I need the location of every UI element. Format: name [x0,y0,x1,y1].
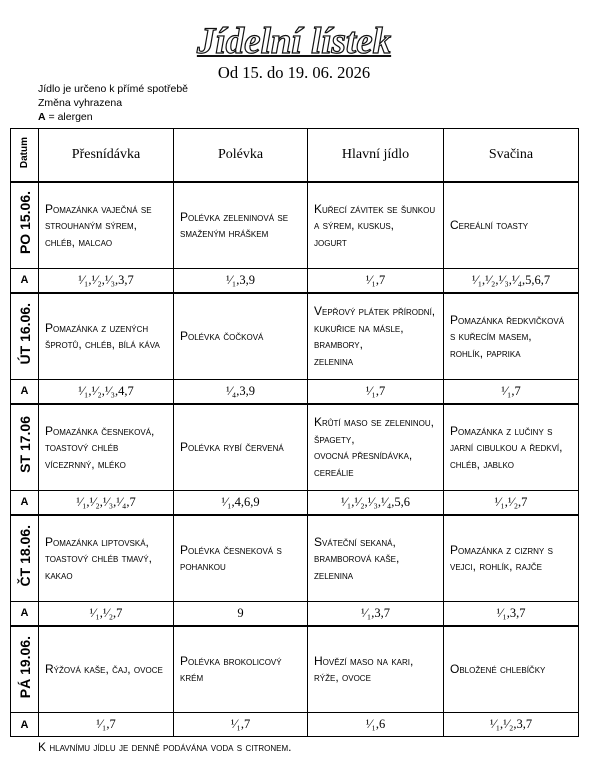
column-header-main-course: Hlavní jídlo [308,129,444,182]
main-course-cell [308,404,444,491]
allergens-soup: ¹⁄₁,3,9 [174,269,308,293]
soup-cell [174,182,308,269]
allergens-morning-snack: ¹⁄₁,7 [39,713,174,737]
meal-text: Pomazánka ředkvičková s kuřecím masem, rohlík, paprika [450,312,565,360]
column-header-afternoon-snack: Svačina [444,129,579,182]
date-label: ČT 18.06. [16,525,33,587]
day-row-mon [11,182,579,269]
allergen-row-fri [11,713,579,737]
allergen-label: A [11,713,39,737]
meal-text: Pomazánka z uzených šprotů, chléb, bílá káva [45,320,160,352]
allergen-label: A [11,380,39,404]
allergens-main-course: ¹⁄₁,6 [308,713,444,737]
meal-text: Sváteční sekaná, bramborová kaše, zelenina [314,534,400,582]
allergens-soup: ¹⁄₁,7 [174,713,308,737]
date-cell [11,404,39,491]
day-row-thu [11,515,579,602]
header-row [11,129,579,182]
date-cell [11,182,39,269]
allergens-main-course: ¹⁄₁,7 [308,380,444,404]
date-header-cell [11,129,39,182]
allergens-morning-snack: ¹⁄₁,¹⁄₂,¹⁄₃,3,7 [39,269,174,293]
meal-text: Cereální toasty [450,218,529,232]
allergens-morning-snack: ¹⁄₁,¹⁄₂,7 [39,602,174,626]
main-course-cell [308,515,444,602]
allergen-label: A [11,269,39,293]
afternoon-snack-cell [444,626,579,713]
date-label: ÚT 16.06. [16,303,33,365]
afternoon-snack-cell [444,515,579,602]
allergens-main-course: ¹⁄₁,¹⁄₂,¹⁄₃,¹⁄₄,5,6 [308,491,444,515]
date-label: PÁ 19.06. [16,635,33,698]
meal-text: Polévka česneková s pohankou [180,542,282,574]
allergen-label: A [11,491,39,515]
soup-cell [174,404,308,491]
notes-block [38,82,188,124]
allergen-label: A [11,602,39,626]
allergen-row-tue [11,380,579,404]
main-course-cell [308,182,444,269]
morning-snack-cell [39,182,174,269]
meal-text: Pomazánka liptovská, toastový chléb tmavý, kakao [45,534,152,582]
column-header-morning-snack: Přesnídávka [39,129,174,182]
afternoon-snack-cell [444,182,579,269]
date-label: PO 15.06. [16,191,33,255]
meal-text: Rýžová kaše, čaj, ovoce [45,662,163,676]
allergens-soup: ¹⁄₄,3,9 [174,380,308,404]
allergens-morning-snack: ¹⁄₁,¹⁄₂,¹⁄₃,¹⁄₄,7 [39,491,174,515]
date-cell [11,515,39,602]
morning-snack-cell [39,515,174,602]
date-cell [11,293,39,380]
day-row-wed [11,404,579,491]
meal-text: Hovězí maso na kari, rýže, ovoce [314,653,414,685]
soup-cell [174,293,308,380]
allergen-row-wed [11,491,579,515]
day-row-fri [11,626,579,713]
meal-text: Polévka čočková [180,329,264,343]
note-change-reserved: Změna vyhrazena [38,97,123,109]
menu-period: Od 15. do 19. 06. 2026 [217,63,371,82]
column-header-soup: Polévka [174,129,308,182]
footer-note: K hlavnímu jídlu je denně podávána voda s citronem. [38,740,292,754]
allergens-main-course: ¹⁄₁,3,7 [308,602,444,626]
allergens-afternoon-snack: ¹⁄₁,¹⁄₂,¹⁄₃,¹⁄₄,5,6,7 [444,269,579,293]
afternoon-snack-cell [444,293,579,380]
meal-text: Kuřecí závitek se šunkou a sýrem, kuskus, jogurt [314,201,436,249]
afternoon-snack-cell [444,404,579,491]
allergens-afternoon-snack: ¹⁄₁,¹⁄₂,3,7 [444,713,579,737]
meal-text: Pomazánka z cizrny s vejci, rohlík, rajče [450,542,553,574]
day-row-tue [11,293,579,380]
allergen-row-thu [11,602,579,626]
allergens-morning-snack: ¹⁄₁,¹⁄₂,¹⁄₃,4,7 [39,380,174,404]
note-direct-consumption: Jídlo je určeno k přímé spotřebě [38,83,188,95]
meal-text: Pomazánka vaječná se strouhaným sýrem, chléb, malcao [45,201,152,249]
allergens-soup: 9 [174,602,308,626]
soup-cell [174,626,308,713]
menu-table [10,128,579,737]
date-cell [11,626,39,713]
morning-snack-cell [39,404,174,491]
morning-snack-cell [39,293,174,380]
meal-text: Vepřový plátek přírodní, kukuřice na másle, brambory, zelenina [314,304,436,368]
meal-text: Obložené chlebíčky [450,662,546,676]
allergens-afternoon-snack: ¹⁄₁,3,7 [444,602,579,626]
meal-text: Krůtí maso se zeleninou, špagety, ovocná přesnídávka, cereálie [314,415,435,479]
morning-snack-cell [39,626,174,713]
meal-text: Polévka rybí červená [180,440,284,454]
date-label: ST 17.06 [16,416,33,474]
date-header: Datum [18,136,30,168]
meal-text: Polévka zeleninová se smaženým hráškem [180,209,289,241]
soup-cell [174,515,308,602]
menu-title: Jídelní lístek [196,21,392,62]
allergen-legend [38,110,188,124]
main-course-cell [308,293,444,380]
allergens-soup: ¹⁄₁,4,6,9 [174,491,308,515]
meal-text: Pomazánka z lučiny s jarní cibulkou a ředkví, chléb, jablko [450,423,563,471]
allergen-legend-key: A [38,111,46,123]
main-course-cell [308,626,444,713]
allergens-afternoon-snack: ¹⁄₁,¹⁄₂,7 [444,491,579,515]
allergens-afternoon-snack: ¹⁄₁,7 [444,380,579,404]
meal-text: Polévka brokolicový krém [180,653,282,685]
allergen-row-mon [11,269,579,293]
allergens-main-course: ¹⁄₁,7 [308,269,444,293]
allergen-legend-text: = alergen [48,111,93,123]
meal-text: Pomazánka česneková, toastový chléb vícezrnný, mléko [45,423,155,471]
